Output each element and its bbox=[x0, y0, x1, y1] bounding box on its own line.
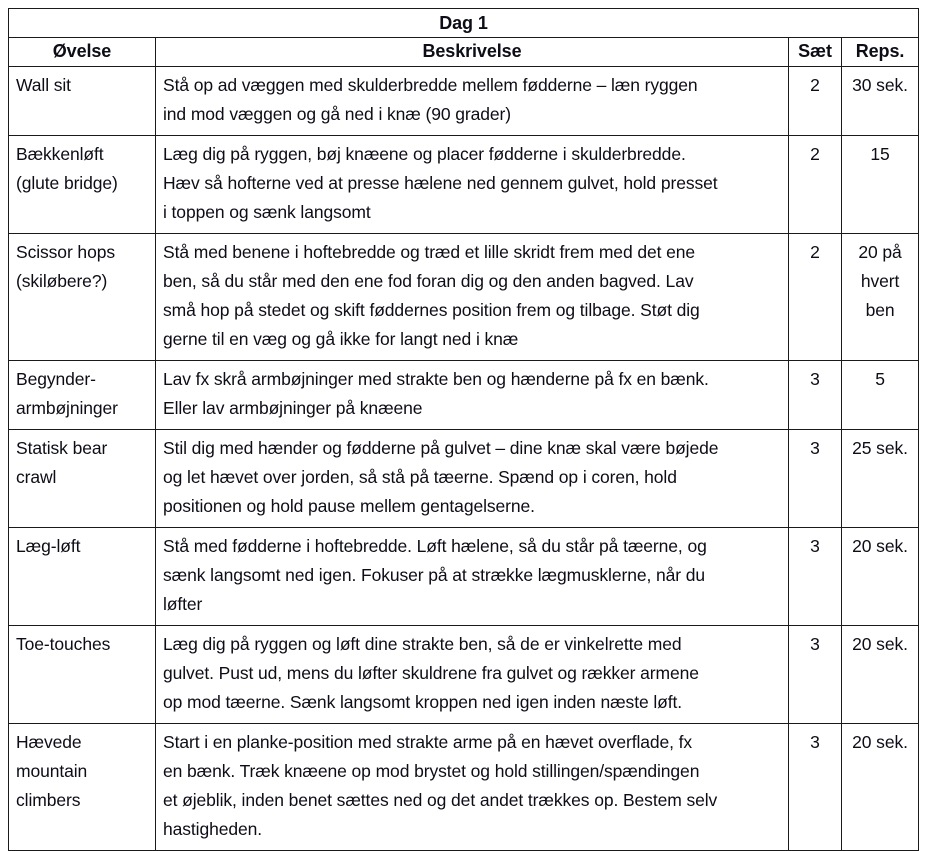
cell-sets bbox=[789, 67, 842, 136]
table-body bbox=[9, 67, 919, 851]
text-line: 2 bbox=[810, 75, 820, 95]
cell-reps bbox=[842, 136, 919, 234]
text-line: Bækkenløft bbox=[16, 144, 104, 164]
table-row bbox=[9, 136, 919, 234]
text-line: et øjeblik, inden benet sættes ned og det andet trækkes op. Bestem selv bbox=[163, 790, 718, 810]
cell-sets bbox=[789, 528, 842, 626]
text-line: og let hævet over jorden, så stå på tæerne. Spænd op i coren, hold bbox=[163, 467, 677, 487]
table-row bbox=[9, 528, 919, 626]
table-row bbox=[9, 430, 919, 528]
table-title-row bbox=[9, 9, 919, 38]
cell-exercise bbox=[9, 430, 156, 528]
column-header-description: Beskrivelse bbox=[156, 38, 789, 67]
table-column-header-row bbox=[9, 38, 919, 67]
text-line: op mod tæerne. Sænk langsomt kroppen ned igen inden næste løft. bbox=[163, 692, 683, 712]
table-row bbox=[9, 361, 919, 430]
workout-table-container bbox=[8, 8, 918, 851]
text-line: i toppen og sænk langsomt bbox=[163, 202, 371, 222]
text-line: løfter bbox=[163, 594, 203, 614]
text-line: Lav fx skrå armbøjninger med strakte ben og hænderne på fx en bænk. bbox=[163, 369, 709, 389]
cell-reps bbox=[842, 234, 919, 361]
table-row bbox=[9, 67, 919, 136]
cell-exercise bbox=[9, 626, 156, 724]
cell-reps bbox=[842, 724, 919, 851]
text-line: små hop på stedet og skift føddernes position frem og tilbage. Støt dig bbox=[163, 300, 700, 320]
text-line: 2 bbox=[810, 242, 820, 262]
text-line: Hævede bbox=[16, 732, 82, 752]
text-line: climbers bbox=[16, 790, 81, 810]
text-line: 30 sek. bbox=[852, 75, 908, 95]
text-line: Start i en planke-position med strakte arme på en hævet overflade, fx bbox=[163, 732, 693, 752]
cell-exercise bbox=[9, 361, 156, 430]
text-line: hvert bbox=[860, 271, 900, 291]
text-line: Begynder- bbox=[16, 369, 96, 389]
cell-description bbox=[156, 724, 789, 851]
text-line: Scissor hops bbox=[16, 242, 115, 262]
text-line: armbøjninger bbox=[16, 398, 118, 418]
table-header bbox=[9, 9, 919, 67]
text-line: gerne til en væg og gå ikke for langt ned i knæ bbox=[163, 329, 519, 349]
text-line: 20 sek. bbox=[852, 536, 908, 556]
cell-description bbox=[156, 430, 789, 528]
column-header-reps: Reps. bbox=[842, 38, 919, 67]
cell-description bbox=[156, 361, 789, 430]
text-line: 5 bbox=[875, 369, 885, 389]
text-line: 20 sek. bbox=[852, 634, 908, 654]
table-row bbox=[9, 724, 919, 851]
cell-reps bbox=[842, 528, 919, 626]
cell-reps bbox=[842, 430, 919, 528]
text-line: Toe-touches bbox=[16, 634, 111, 654]
cell-exercise bbox=[9, 136, 156, 234]
text-line: (glute bridge) bbox=[16, 173, 118, 193]
text-line: Læg-løft bbox=[16, 536, 81, 556]
table-row bbox=[9, 626, 919, 724]
text-line: Læg dig på ryggen og løft dine strakte ben, så de er vinkelrette med bbox=[163, 634, 682, 654]
text-line: 3 bbox=[810, 438, 820, 458]
cell-description bbox=[156, 626, 789, 724]
text-line: sænk langsomt ned igen. Fokuser på at strække lægmusklerne, når du bbox=[163, 565, 706, 585]
column-header-exercise: Øvelse bbox=[9, 38, 156, 67]
column-header-sets: Sæt bbox=[789, 38, 842, 67]
text-line: Stil dig med hænder og fødderne på gulvet – dine knæ skal være bøjede bbox=[163, 438, 719, 458]
text-line: hastigheden. bbox=[163, 819, 263, 839]
text-line: positionen og hold pause mellem gentagelserne. bbox=[163, 496, 535, 516]
cell-reps bbox=[842, 67, 919, 136]
document-title: Dag 1 bbox=[9, 9, 919, 38]
workout-table bbox=[8, 8, 919, 851]
text-line: 20 sek. bbox=[852, 732, 908, 752]
cell-reps bbox=[842, 361, 919, 430]
cell-exercise bbox=[9, 67, 156, 136]
cell-reps bbox=[842, 626, 919, 724]
text-line: Stå op ad væggen med skulderbredde mellem fødderne – læn ryggen bbox=[163, 75, 698, 95]
text-line: 25 sek. bbox=[852, 438, 908, 458]
cell-sets bbox=[789, 724, 842, 851]
text-line: 20 på bbox=[858, 242, 902, 262]
text-line: Stå med fødderne i hoftebredde. Løft hælene, så du står på tæerne, og bbox=[163, 536, 707, 556]
cell-sets bbox=[789, 430, 842, 528]
cell-exercise bbox=[9, 234, 156, 361]
cell-exercise bbox=[9, 528, 156, 626]
cell-sets bbox=[789, 626, 842, 724]
text-line: en bænk. Træk knæene op mod brystet og hold stillingen/spændingen bbox=[163, 761, 700, 781]
text-line: Hæv så hofterne ved at presse hælene ned gennem gulvet, hold presset bbox=[163, 173, 718, 193]
text-line: 3 bbox=[810, 369, 820, 389]
cell-sets bbox=[789, 234, 842, 361]
cell-description bbox=[156, 234, 789, 361]
text-line: (skiløbere?) bbox=[16, 271, 108, 291]
text-line: Statisk bear bbox=[16, 438, 108, 458]
text-line: mountain bbox=[16, 761, 88, 781]
cell-description bbox=[156, 528, 789, 626]
cell-sets bbox=[789, 136, 842, 234]
table-row bbox=[9, 234, 919, 361]
text-line: gulvet. Pust ud, mens du løfter skuldrene fra gulvet og rækker armene bbox=[163, 663, 699, 683]
cell-description bbox=[156, 67, 789, 136]
cell-sets bbox=[789, 361, 842, 430]
text-line: 3 bbox=[810, 732, 820, 752]
text-line: ind mod væggen og gå ned i knæ (90 grader) bbox=[163, 104, 511, 124]
text-line: 3 bbox=[810, 634, 820, 654]
text-line: Læg dig på ryggen, bøj knæene og placer fødderne i skulderbredde. bbox=[163, 144, 686, 164]
text-line: Wall sit bbox=[16, 75, 71, 95]
text-line: ben, så du står med den ene fod foran dig og den anden bagved. Lav bbox=[163, 271, 694, 291]
text-line: crawl bbox=[16, 467, 57, 487]
text-line: ben bbox=[865, 300, 895, 320]
text-line: 3 bbox=[810, 536, 820, 556]
text-line: 2 bbox=[810, 144, 820, 164]
text-line: Stå med benene i hoftebredde og træd et lille skridt frem med det ene bbox=[163, 242, 696, 262]
text-line: Eller lav armbøjninger på knæene bbox=[163, 398, 423, 418]
text-line: 15 bbox=[870, 144, 890, 164]
cell-exercise bbox=[9, 724, 156, 851]
cell-description bbox=[156, 136, 789, 234]
